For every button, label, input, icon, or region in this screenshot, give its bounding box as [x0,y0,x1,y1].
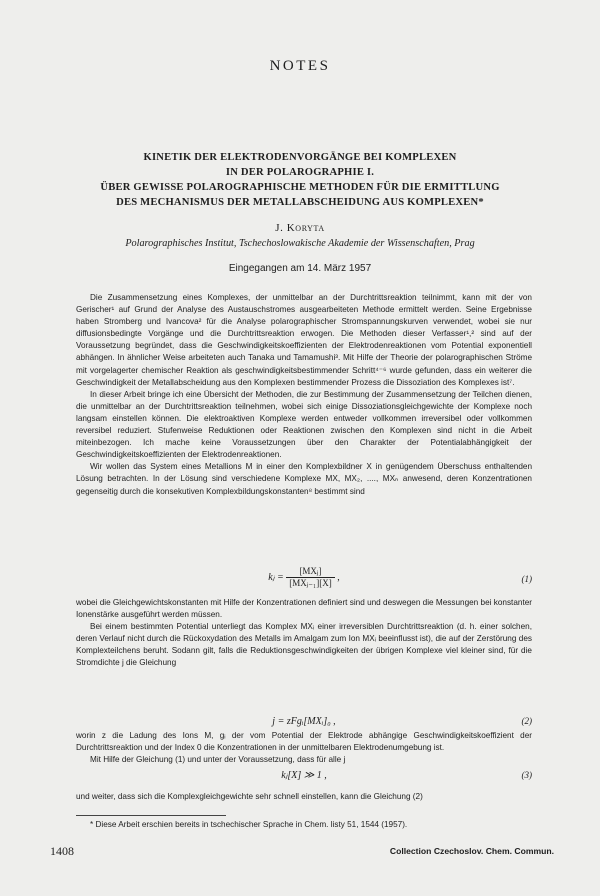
title-line: DES MECHANISMUS DER METALLABSCHEIDUNG AUS KOMPLEXEN* [116,197,484,208]
equation-2-number: (2) [521,716,532,726]
equation-1-denominator: [MXⱼ₋₁][X] [289,578,332,588]
equation-1-numerator: [MXⱼ] [286,566,334,578]
equation-3-formula: kⱼ[X] ≫ 1 , [281,770,327,781]
title-line: IN DER POLAROGRAPHIE I. [225,167,375,178]
paragraph: wobei die Gleichgewichtskonstanten mit Hilfe der Konzentrationen definiert sind und deswegen die Messungen bei konstanter Ionenstärke ausgeführt werden müssen. [76,598,532,620]
title-line: ÜBER GEWISSE POLAROGRAPHISCHE METHODEN FÜR DIE ERMITTLUNG [100,182,500,193]
received-date: Eingegangen am 14. März 1957 [228,263,372,274]
author: J. Koryta [275,222,325,234]
paragraph: Mit Hilfe der Gleichung (1) und unter der Voraussetzung, dass für alle j [90,755,346,765]
footnote-rule [76,815,226,816]
paragraph: Wir wollen das System eines Metallions M in einer den Komplexbildner X in genügendem Überschuss enthaltenden Lösung betrachten. In der Lösung sind verschiedene Komplexe MX, MX₂, ...., MXₙ anwesend, deren Konzentrationen gegenseitig durch die konsekutiven Komplexbildungskonstanten⁸ bestimmt sind [76,462,532,496]
equation-1 [76,566,532,596]
paragraph: worin z die Ladung des Ions M, gᵢ der vom Potential der Elektrode abhängige Geschwindigkeitskoeffizient der Durchtrittsreaktion und der Index 0 die Konzentrationen in der unmittelbaren Elektrodenumgebung ist. [76,731,532,753]
equation-1-formula [76,566,532,589]
equation-1-tail: , [337,571,340,583]
equation-1-fraction [286,566,334,589]
article-title [40,150,560,210]
body-text-block-1 [76,292,532,498]
title-line: KINETIK DER ELEKTRODENVORGÄNGE BEI KOMPLEXEN [143,152,457,163]
paragraph: und weiter, dass sich die Komplexgleichgewichte sehr schnell einstellen, kann die Gleichung (2) [76,792,423,801]
body-text-block-3 [76,730,532,766]
paragraph: Die Zusammensetzung eines Komplexes, der unmittelbar an der Durchtrittsreaktion teilnimmt, kann mit der von Gerischer¹ auf Grund der Analyse des Austauschstromes ausgearbeiteten Methode ermittelt werden. Seine Ergebnisse haben Stromberg und Ivancova² für die Analyse polarographischer Stromspannungskurven verwendet, wobei sie nur diffusionsbedingte Vorgänge und die Durchtrittsreaktion erwogen. Die Methoden dieser Verfasser¹,² sind auf der Voraussetzung begründet, dass die Geschwindigkeitskoeffizienten der Elektrodenreaktionen vom Potential exponentiell abhängen. In ähnlicher Weise arbeiteten auch Tanaka und Tamamushi³. Mit Hilfe der Theorie der polarographischen Ströme mit vorgelagerter chemischer Reaktion als geschwindigkeitsbestimmender Schritt⁴⁻⁶ wurde gefunden, dass ein weiterer die Geschwindigkeit der Metallabscheidung aus den Komplexen bestimmender Prozess die Dissoziation des Komplexes ist⁷. [76,293,532,387]
equation-2-formula: j = zFgᵢ[MXᵢ]₀ , [272,716,336,727]
equation-1-lhs: kⱼ = [268,571,284,583]
body-text-block-4 [76,791,532,803]
equation-1-number: (1) [521,574,532,584]
body-text-block-2 [76,597,532,670]
section-header: NOTES [269,58,331,74]
page-number: 1408 [50,844,74,858]
footnote: * Diese Arbeit erschien bereits in tschechischer Sprache in Chem. listy 51, 1544 (1957). [90,820,408,829]
paragraph: Bei einem bestimmten Potential unterliegt das Komplex MXᵢ einer irreversiblen Durchtrittsreaktion (d. h. einer solchen, deren Verlauf nicht durch die Rückoxydation des Metalls im Amalgam zum Ion MXᵢ beeinflusst ist), die auf der Zerstörung des Komplexteilchens beruht. Sodann gilt, falls die Reduktionsgeschwindigkeiten der übrigen Komplexe viel kleiner sind, für die Stromdichte j die Gleichung [76,622,532,668]
journal-name: Collection Czechoslov. Chem. Commun. [389,846,554,856]
affiliation: Polarographisches Institut, Tschechoslowakische Akademie der Wissenschaften, Prag [125,238,475,249]
paragraph: In dieser Arbeit bringe ich eine Übersicht der Methoden, die zur Bestimmung der Zusammensetzung der Teilchen dienen, die unmittelbar an der Durchtrittsreaktion teilnehmen, wobei sich einige Dissoziationsgleichgewichte der Komplexe noch langsam einstellen können. Die elektroaktiven Komplexe werden entweder vollkommen irreversibel oder vollkommen reversibel reduziert. Stufenweise Reduktionen oder Reaktionen zwischen den Komplexen sind nicht in die Arbeit miteinbezogen. Ich mache keine Voraussetzungen über den Charakter der Potentialabhängigkeit der Geschwindigkeitskoeffizienten der Elektrodenreaktionen. [76,389,532,460]
equation-3-number: (3) [521,770,532,780]
